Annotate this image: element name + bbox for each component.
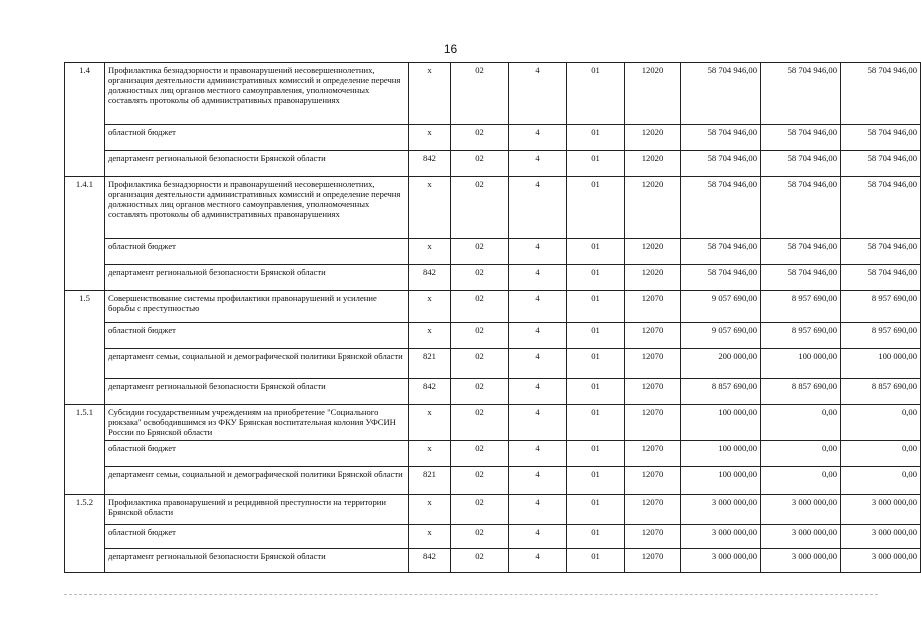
page-bottom-divider — [64, 594, 878, 595]
code-program: 01 — [567, 441, 625, 467]
item-name: департамент региональной безопасности Брянской области — [105, 151, 409, 177]
amount-year-1: 58 704 946,00 — [681, 177, 761, 239]
item-number — [65, 441, 105, 467]
amount-year-2: 58 704 946,00 — [761, 177, 841, 239]
code-section: 02 — [451, 63, 509, 125]
amount-year-2: 58 704 946,00 — [761, 63, 841, 125]
code-subsection: 4 — [509, 239, 567, 265]
code-target: 12070 — [625, 379, 681, 405]
amount-year-2: 58 704 946,00 — [761, 265, 841, 291]
code-admin: x — [409, 441, 451, 467]
item-number — [65, 125, 105, 151]
amount-year-3: 8 857 690,00 — [841, 379, 921, 405]
code-subsection: 4 — [509, 349, 567, 379]
code-target: 12020 — [625, 63, 681, 125]
item-name: Профилактика безнадзорности и правонарушений несовершеннолетних, организация деятельности административных комиссий и определение перечня должностных лиц органов местного самоуправления, уполномоченных составлять протоколы об административных правонарушениях — [105, 63, 409, 125]
page-number: 16 — [443, 42, 458, 56]
item-number: 1.4.1 — [65, 177, 105, 239]
code-program: 01 — [567, 291, 625, 323]
amount-year-2: 58 704 946,00 — [761, 151, 841, 177]
table-row — [65, 495, 921, 525]
code-program: 01 — [567, 63, 625, 125]
amount-year-3: 58 704 946,00 — [841, 177, 921, 239]
code-admin: 821 — [409, 467, 451, 495]
code-program: 01 — [567, 349, 625, 379]
table-row — [65, 349, 921, 379]
code-subsection: 4 — [509, 441, 567, 467]
code-target: 12020 — [625, 177, 681, 239]
code-program: 01 — [567, 495, 625, 525]
item-number — [65, 549, 105, 573]
code-section: 02 — [451, 177, 509, 239]
item-name: департамент семьи, социальной и демографической политики Брянской области — [105, 349, 409, 379]
code-subsection: 4 — [509, 323, 567, 349]
amount-year-2: 3 000 000,00 — [761, 495, 841, 525]
code-program: 01 — [567, 265, 625, 291]
item-name: департамент региональной безопасности Брянской области — [105, 379, 409, 405]
amount-year-2: 0,00 — [761, 467, 841, 495]
table-row — [65, 379, 921, 405]
amount-year-1: 8 857 690,00 — [681, 379, 761, 405]
amount-year-3: 58 704 946,00 — [841, 63, 921, 125]
item-number — [65, 349, 105, 379]
code-target: 12070 — [625, 467, 681, 495]
amount-year-2: 8 957 690,00 — [761, 323, 841, 349]
item-name: областной бюджет — [105, 525, 409, 549]
amount-year-3: 58 704 946,00 — [841, 265, 921, 291]
code-program: 01 — [567, 323, 625, 349]
item-name: Профилактика безнадзорности и правонарушений несовершеннолетних, организация деятельности административных комиссий и определение перечня должностных лиц органов местного самоуправления, уполномоченных составлять протоколы об административных правонарушениях — [105, 177, 409, 239]
amount-year-3: 100 000,00 — [841, 349, 921, 379]
code-target: 12070 — [625, 441, 681, 467]
code-target: 12020 — [625, 125, 681, 151]
amount-year-1: 100 000,00 — [681, 405, 761, 441]
code-section: 02 — [451, 265, 509, 291]
item-name: Профилактика правонарушений и рецидивной преступности на территории Брянской области — [105, 495, 409, 525]
item-name: Субсидии государственным учреждениям на приобретение "Социального рюкзака" освободившимся из ФКУ Брянская воспитательная колония УФСИН России по Брянской области — [105, 405, 409, 441]
code-program: 01 — [567, 239, 625, 265]
code-program: 01 — [567, 525, 625, 549]
amount-year-1: 58 704 946,00 — [681, 125, 761, 151]
amount-year-1: 100 000,00 — [681, 467, 761, 495]
code-admin: x — [409, 405, 451, 441]
table-row — [65, 323, 921, 349]
amount-year-2: 8 857 690,00 — [761, 379, 841, 405]
code-admin: x — [409, 525, 451, 549]
amount-year-3: 58 704 946,00 — [841, 239, 921, 265]
item-number: 1.5.1 — [65, 405, 105, 441]
amount-year-2: 0,00 — [761, 441, 841, 467]
amount-year-3: 0,00 — [841, 441, 921, 467]
item-number: 1.5 — [65, 291, 105, 323]
amount-year-2: 100 000,00 — [761, 349, 841, 379]
amount-year-1: 58 704 946,00 — [681, 239, 761, 265]
budget-table-body — [65, 63, 921, 573]
code-subsection: 4 — [509, 525, 567, 549]
table-row — [65, 265, 921, 291]
code-subsection: 4 — [509, 379, 567, 405]
amount-year-1: 3 000 000,00 — [681, 525, 761, 549]
code-subsection: 4 — [509, 151, 567, 177]
table-row — [65, 239, 921, 265]
amount-year-3: 8 957 690,00 — [841, 291, 921, 323]
item-number — [65, 379, 105, 405]
code-target: 12020 — [625, 151, 681, 177]
amount-year-2: 0,00 — [761, 405, 841, 441]
amount-year-3: 3 000 000,00 — [841, 525, 921, 549]
code-section: 02 — [451, 405, 509, 441]
amount-year-3: 3 000 000,00 — [841, 495, 921, 525]
code-subsection: 4 — [509, 125, 567, 151]
table-row — [65, 525, 921, 549]
code-target: 12070 — [625, 349, 681, 379]
code-section: 02 — [451, 379, 509, 405]
code-admin: x — [409, 177, 451, 239]
code-program: 01 — [567, 177, 625, 239]
code-program: 01 — [567, 405, 625, 441]
item-name: департамент семьи, социальной и демографической политики Брянской области — [105, 467, 409, 495]
amount-year-1: 58 704 946,00 — [681, 265, 761, 291]
budget-table — [64, 62, 921, 573]
amount-year-3: 58 704 946,00 — [841, 125, 921, 151]
item-name: областной бюджет — [105, 125, 409, 151]
amount-year-2: 3 000 000,00 — [761, 525, 841, 549]
code-admin: x — [409, 63, 451, 125]
amount-year-3: 0,00 — [841, 405, 921, 441]
amount-year-1: 9 057 690,00 — [681, 323, 761, 349]
code-target: 12070 — [625, 495, 681, 525]
code-admin: 821 — [409, 349, 451, 379]
code-program: 01 — [567, 379, 625, 405]
item-name: департамент региональной безопасности Брянской области — [105, 265, 409, 291]
amount-year-2: 58 704 946,00 — [761, 239, 841, 265]
code-admin: x — [409, 323, 451, 349]
code-target: 12020 — [625, 239, 681, 265]
code-subsection: 4 — [509, 495, 567, 525]
code-admin: x — [409, 239, 451, 265]
table-row — [65, 549, 921, 573]
code-subsection: 4 — [509, 549, 567, 573]
code-target: 12070 — [625, 549, 681, 573]
code-program: 01 — [567, 467, 625, 495]
code-subsection: 4 — [509, 177, 567, 239]
table-row — [65, 125, 921, 151]
item-number: 1.5.2 — [65, 495, 105, 525]
code-admin: x — [409, 495, 451, 525]
item-name: областной бюджет — [105, 323, 409, 349]
code-target: 12070 — [625, 323, 681, 349]
table-row — [65, 441, 921, 467]
code-subsection: 4 — [509, 63, 567, 125]
code-program: 01 — [567, 151, 625, 177]
table-row — [65, 291, 921, 323]
amount-year-1: 200 000,00 — [681, 349, 761, 379]
amount-year-1: 9 057 690,00 — [681, 291, 761, 323]
code-section: 02 — [451, 441, 509, 467]
code-target: 12070 — [625, 291, 681, 323]
item-number — [65, 323, 105, 349]
code-section: 02 — [451, 495, 509, 525]
code-admin: x — [409, 125, 451, 151]
code-subsection: 4 — [509, 265, 567, 291]
code-admin: 842 — [409, 151, 451, 177]
amount-year-1: 58 704 946,00 — [681, 63, 761, 125]
code-section: 02 — [451, 125, 509, 151]
code-subsection: 4 — [509, 405, 567, 441]
code-section: 02 — [451, 467, 509, 495]
amount-year-3: 8 957 690,00 — [841, 323, 921, 349]
code-program: 01 — [567, 125, 625, 151]
amount-year-3: 0,00 — [841, 467, 921, 495]
item-number — [65, 525, 105, 549]
item-number: 1.4 — [65, 63, 105, 125]
amount-year-2: 8 957 690,00 — [761, 291, 841, 323]
table-row — [65, 177, 921, 239]
code-section: 02 — [451, 349, 509, 379]
amount-year-2: 58 704 946,00 — [761, 125, 841, 151]
code-section: 02 — [451, 239, 509, 265]
amount-year-2: 3 000 000,00 — [761, 549, 841, 573]
code-target: 12070 — [625, 525, 681, 549]
table-row — [65, 467, 921, 495]
amount-year-3: 58 704 946,00 — [841, 151, 921, 177]
item-name: областной бюджет — [105, 441, 409, 467]
code-subsection: 4 — [509, 291, 567, 323]
code-subsection: 4 — [509, 467, 567, 495]
code-admin: 842 — [409, 549, 451, 573]
item-number — [65, 265, 105, 291]
item-number — [65, 239, 105, 265]
code-section: 02 — [451, 291, 509, 323]
code-admin: 842 — [409, 265, 451, 291]
amount-year-1: 100 000,00 — [681, 441, 761, 467]
amount-year-1: 3 000 000,00 — [681, 549, 761, 573]
item-number — [65, 151, 105, 177]
table-row — [65, 151, 921, 177]
item-name: Совершенствование системы профилактики правонарушений и усиление борьбы с преступностью — [105, 291, 409, 323]
code-section: 02 — [451, 151, 509, 177]
code-section: 02 — [451, 525, 509, 549]
table-row — [65, 63, 921, 125]
amount-year-1: 58 704 946,00 — [681, 151, 761, 177]
code-section: 02 — [451, 323, 509, 349]
table-row — [65, 405, 921, 441]
code-program: 01 — [567, 549, 625, 573]
item-name: областной бюджет — [105, 239, 409, 265]
item-number — [65, 467, 105, 495]
code-admin: x — [409, 291, 451, 323]
amount-year-3: 3 000 000,00 — [841, 549, 921, 573]
code-section: 02 — [451, 549, 509, 573]
item-name: департамент региональной безопасности Брянской области — [105, 549, 409, 573]
code-target: 12070 — [625, 405, 681, 441]
code-target: 12020 — [625, 265, 681, 291]
code-admin: 842 — [409, 379, 451, 405]
amount-year-1: 3 000 000,00 — [681, 495, 761, 525]
